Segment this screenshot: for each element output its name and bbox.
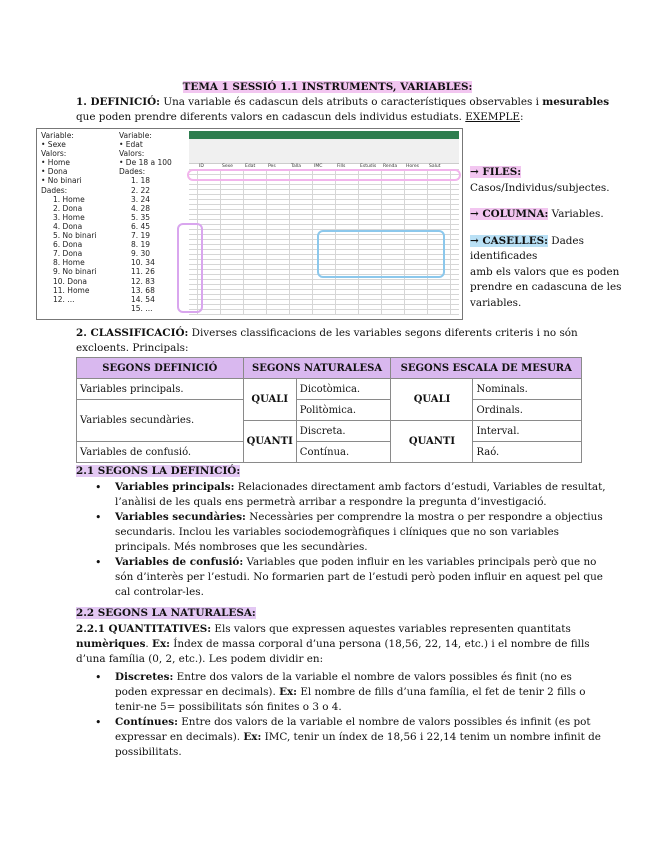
spreadsheet-header-cell: Sexe (222, 164, 233, 169)
list-item: • Variables de confusió: Variables que poden influir en les variables principals però que no són d’interès per l’estudi. No formarien part de l’estudi però poden influir en aquest pel que cal controlar-les. (115, 555, 615, 600)
spreadsheet-header-cell: Salut (429, 164, 441, 169)
quantitatives-paragraph: 2.2.1 QUANTITATIVES: Els valors que expressen aquestes variables representen quantitats numèriques. Ex: Índex de massa corporal d’una persona (18,56, 22, 14, etc.) i el nombre de fills d’una família (0, 2, etc.). Les podem dividir en: (76, 623, 590, 665)
grid-row-line (189, 294, 459, 295)
spreadsheet-titlebar (189, 131, 459, 139)
classification-line-1: 2. CLASSIFICACIÓ: Diverses classificacions de les variables segons diferents criteris i no són (76, 327, 578, 339)
grid-col-line (243, 169, 244, 315)
definition-bullets (115, 480, 615, 600)
table-header-definicio: SEGONS DEFINICIÓ (77, 358, 244, 379)
grid-col-line (220, 169, 221, 315)
grid-row-line (189, 224, 459, 225)
spreadsheet-header-cell: Renda (383, 164, 398, 169)
list-item: • Variables secundàries: Necessàries per comprendre la mostra o per respondre a objectius secundaris. Inclou les variables sociodemogràfiques i clíniques que no son variables principals. Més nombroses que les secundàries. (115, 510, 615, 555)
page-title: TEMA 1 SESSIÓ 1.1 INSTRUMENTS, VARIABLES: (182, 81, 473, 93)
table-cell: QUALI (391, 379, 473, 421)
table-cell: QUANTI (391, 421, 473, 463)
classification-heading: 2. CLASSIFICACIÓ: (76, 327, 189, 339)
table-cell: Interval. (473, 421, 582, 442)
grid-row-line (189, 219, 459, 220)
classification-line-2: excloents. Principals: (76, 342, 189, 354)
table-cell: Nominals. (473, 379, 582, 400)
figure-notes: → FILES: Casos/Individus/subjectes. → COLUMNA: Variables. → CASELLES: Dades identificades amb els valors que es poden prendre en cadascuna de les variables. (470, 166, 622, 309)
grid-col-line (266, 169, 267, 315)
cells-highlight-box (317, 230, 445, 278)
grid-row-line (189, 204, 459, 205)
table-cell: Ordinals. (473, 400, 582, 421)
exemple-label: EXEMPLE (465, 111, 520, 123)
list-item: • Variables principals: Relacionades directament amb factors d’estudi, Variables de resultat, l’anàlisi de les quals ens permetrà arribar a respondre la pregunta d’investigació. (115, 480, 615, 510)
grid-row-line (189, 304, 459, 305)
spreadsheet-header-cell: Hores (406, 164, 420, 169)
grid-row-line (189, 299, 459, 300)
grid-row-line (189, 199, 459, 200)
spreadsheet-ribbon (189, 139, 459, 164)
column-highlight-box (177, 223, 203, 313)
grid-row-line (189, 284, 459, 285)
example-figure (36, 128, 463, 320)
table-header-naturalesa: SEGONS NATURALESA (243, 358, 391, 379)
grid-row-line (189, 309, 459, 310)
files-label: → FILES: (470, 166, 522, 178)
grid-row-line (189, 214, 459, 215)
table-header-escala: SEGONS ESCALA DE MESURA (391, 358, 582, 379)
sexe-variable-list: Variable: • Sexe Valors: • Home • Dona • No binari Dades: 1. Home 2. Dona 3. Home 4. Dona 5. No binari 6. Dona 7. Dona 8. Home 9. No binari 10. Dona 11. Home 12. ... (41, 131, 97, 304)
columna-label: → COLUMNA: (470, 208, 549, 220)
definition-line-1: 1. DEFINICIÓ: Una variable és cadascun dels atributs o característiques observables i mesurables (76, 96, 610, 108)
spreadsheet-header-cell: Estudis (360, 164, 377, 169)
table-cell: QUANTI (243, 421, 296, 463)
grid-col-line (450, 169, 451, 315)
table-cell: Politòmica. (296, 400, 391, 421)
table-cell: Variables de confusió. (77, 442, 244, 463)
table-cell: QUALI (243, 379, 296, 421)
list-item: • Contínues: Entre dos valors de la variable el nombre de valors possibles és infinit (es pot expressar en decimals). Ex: IMC, tenir un índex de 18,56 i 22,14 tenim un nombre infinit de possibilitats. (115, 715, 615, 760)
table-cell: Variables principals. (77, 379, 244, 400)
list-item: • Discretes: Entre dos valors de la variable el nombre de valors possibles és finit (no es poden expressar en decimals). Ex: El nombre de fills d’una família, el fet de tenir 2 fills o tenir-ne 5= possibilitats són finites o 3 o 4. (115, 670, 615, 715)
caselles-label: → CASELLES: (470, 234, 548, 247)
section-2-1-heading: 2.1 SEGONS LA DEFINICIÓ: (76, 465, 241, 477)
table-cell: Contínua. (296, 442, 391, 463)
grid-row-line (189, 194, 459, 195)
table-cell: Variables secundàries. (77, 400, 244, 442)
table-cell: Raó. (473, 442, 582, 463)
grid-row-line (189, 289, 459, 290)
classification-table (76, 357, 582, 463)
spreadsheet-header-cell: Edat (245, 164, 256, 169)
spreadsheet-screenshot (189, 131, 459, 315)
grid-row-line (189, 184, 459, 185)
table-cell: Discreta. (296, 421, 391, 442)
grid-row-line (189, 189, 459, 190)
grid-col-line (312, 169, 313, 315)
definition-heading: 1. DEFINICIÓ: (76, 96, 161, 108)
spreadsheet-header-cell: ID (199, 164, 204, 169)
row-highlight-box (187, 169, 461, 181)
grid-col-line (289, 169, 290, 315)
grid-row-line (189, 279, 459, 280)
definition-line-2: que poden prendre diferents valors en cadascun dels individus estudiats. EXEMPLE: (76, 111, 524, 123)
table-cell: Dicotòmica. (296, 379, 391, 400)
quantitative-bullets (115, 670, 615, 760)
grid-row-line (189, 209, 459, 210)
section-2-2-heading: 2.2 SEGONS LA NATURALESA: (76, 607, 256, 619)
spreadsheet-header-cell: IMC (314, 164, 323, 169)
spreadsheet-header-cell: Pes (268, 164, 276, 169)
spreadsheet-header-cell: Fills (337, 164, 346, 169)
edat-variable-list: Variable: • Edat Valors: • De 18 a 100 Dades: 1. 18 2. 22 3. 24 4. 28 5. 35 6. 45 7. 19 8. 19 9. 30 10. 34 11. 26 12. 83 13. 68 14. 54 15. ... (119, 131, 172, 313)
spreadsheet-header-cell: Talla (291, 164, 302, 169)
grid-row-line (189, 314, 459, 315)
